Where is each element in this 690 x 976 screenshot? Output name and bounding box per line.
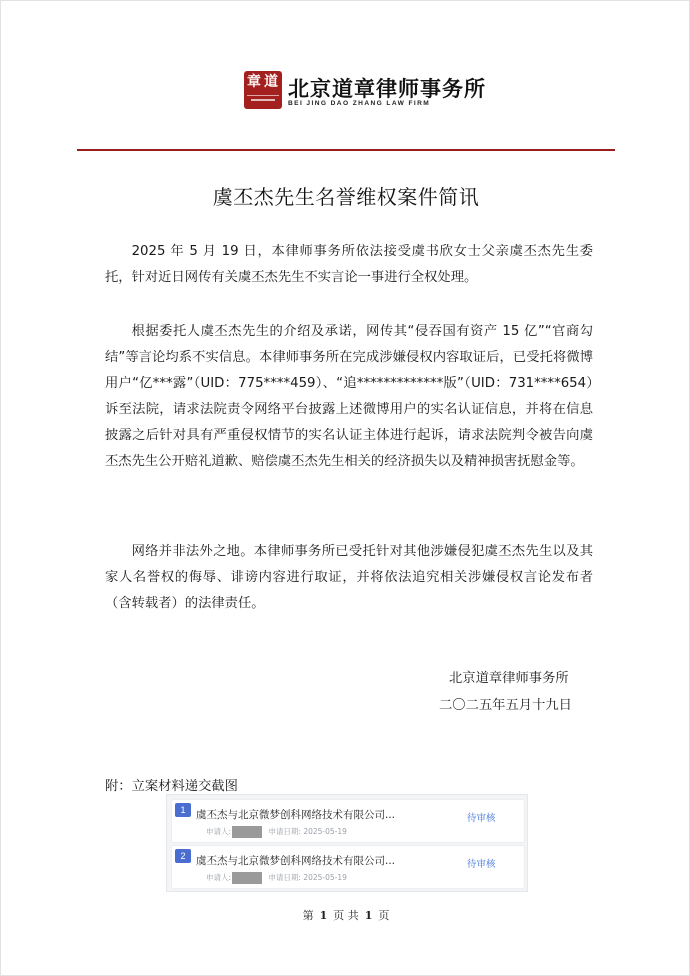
footer-total-pages: 1 bbox=[364, 909, 373, 922]
firm-name-en: BEI JING DAO ZHANG LAW FIRM bbox=[288, 100, 431, 107]
footer-suffix: 页 bbox=[378, 909, 390, 922]
case-number-badge: 2 bbox=[175, 849, 191, 863]
signature-date: 二〇二五年五月十九日 bbox=[439, 698, 572, 713]
seal-decoration bbox=[247, 95, 279, 104]
footer-mid: 页 共 bbox=[333, 909, 359, 922]
header-divider bbox=[77, 149, 615, 151]
case-row-1 bbox=[171, 799, 525, 843]
filing-date-label: 申请日期: bbox=[268, 873, 301, 882]
footer-prefix: 第 bbox=[302, 909, 314, 922]
case-meta bbox=[206, 872, 347, 884]
attachment-label: 附：立案材料递交截图 bbox=[105, 779, 238, 794]
applicant-label: 申请人: bbox=[206, 873, 232, 882]
signature-org: 北京道章律师事务所 bbox=[449, 671, 569, 686]
document-title: 虞丕杰先生名誉维权案件简讯 bbox=[212, 185, 480, 209]
filing-date: 2025-05-19 bbox=[303, 873, 347, 882]
filing-screenshot bbox=[166, 794, 528, 892]
firm-seal-logo bbox=[244, 71, 282, 109]
redacted-applicant bbox=[232, 826, 262, 838]
case-title: 虞丕杰与北京微梦创科网络技术有限公司... bbox=[196, 855, 396, 867]
case-meta bbox=[206, 826, 347, 838]
seal-char-1: 章 bbox=[247, 74, 261, 90]
seal-char-2: 道 bbox=[264, 74, 278, 90]
paragraph-2: 根据委托人虞丕杰先生的介绍及承诺，网传其“侵吞国有资产 15 亿”“官商勾结”等言论均系不实信息。本律师事务所在完成涉嫌侵权内容取证后，已受托将微博用户“亿***露”（UID：775****459）、“追*************版”（UID：731****654）诉至法院，请求法院责令网络平台披露上述微博用户的实名认证信息，并将在信息披露之后针对具有严重侵权情节的实名认证主体进行起诉，请求法院判令被告向虞丕杰先生公开赔礼道歉、赔偿虞丕杰先生相关的经济损失以及精神损害抚慰金等。 bbox=[105, 324, 593, 469]
applicant-label: 申请人: bbox=[206, 827, 232, 836]
case-row-2 bbox=[171, 845, 525, 889]
page-number-footer bbox=[1, 907, 690, 923]
case-number-badge: 1 bbox=[175, 803, 191, 817]
footer-page-number: 1 bbox=[319, 909, 328, 922]
case-status: 待审核 bbox=[467, 859, 496, 870]
case-status: 待审核 bbox=[467, 813, 496, 824]
case-title: 虞丕杰与北京微梦创科网络技术有限公司... bbox=[196, 809, 396, 821]
redacted-applicant bbox=[232, 872, 262, 884]
firm-name-cn: 北京道章律师事务所 bbox=[288, 76, 486, 101]
paragraph-3: 网络并非法外之地。本律师事务所已受托针对其他涉嫌侵犯虞丕杰先生以及其家人名誉权的侮辱、诽谤内容进行取证，并将依法追究相关涉嫌侵权言论发布者（含转载者）的法律责任。 bbox=[105, 544, 593, 611]
filing-date: 2025-05-19 bbox=[303, 827, 347, 836]
paragraph-1: 2025 年 5 月 19 日，本律师事务所依法接受虞书欣女士父亲虞丕杰先生委托，针对近日网传有关虞丕杰先生不实言论一事进行全权处理。 bbox=[105, 244, 593, 285]
filing-date-label: 申请日期: bbox=[268, 827, 301, 836]
